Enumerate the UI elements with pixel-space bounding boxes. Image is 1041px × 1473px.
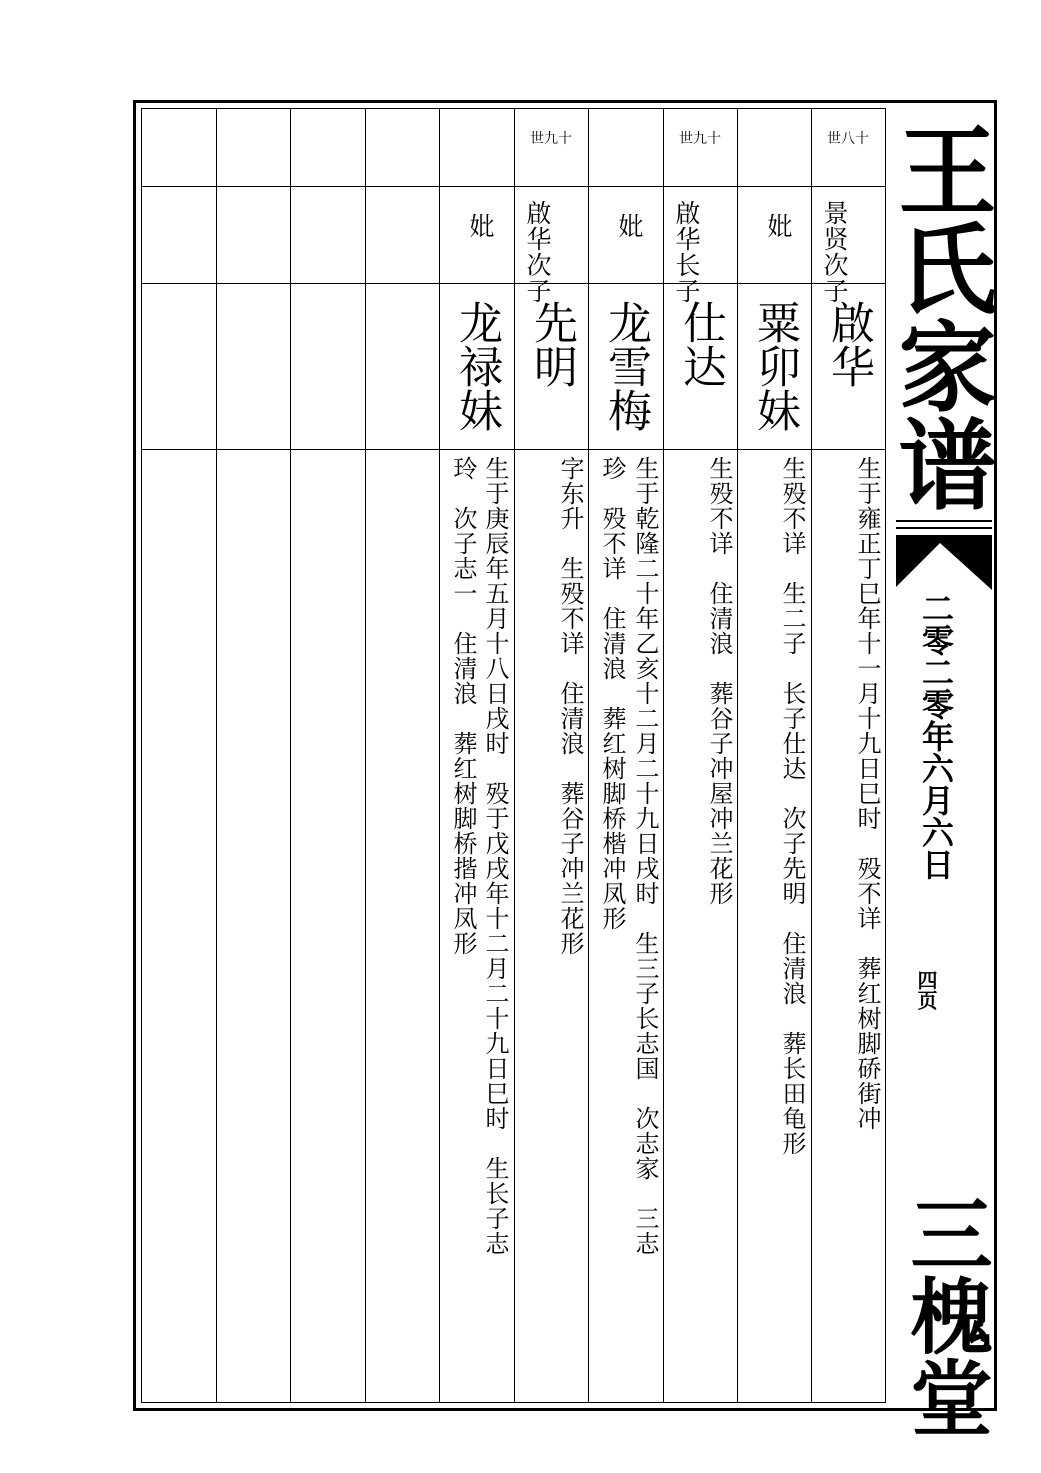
relation-label: 妣 (615, 213, 644, 238)
relation-label: 妣 (466, 213, 495, 238)
person-name: 先明 (526, 300, 577, 388)
row-divider (141, 449, 886, 450)
column-divider (216, 108, 217, 1403)
column-divider (290, 108, 291, 1403)
person-name: 龙禄妹 (451, 300, 502, 432)
column-divider (663, 108, 664, 1403)
biography: 生殁不详 生二子 长子仕达 次子先明 住清浪 葬长田龟形 (778, 456, 806, 1156)
person-name: 啟华 (823, 300, 874, 388)
hall-name: 三槐堂 (897, 1192, 993, 1438)
title-divider (896, 527, 992, 529)
biography: 生于庚辰年五月十八日戌时 殁于戊戌年十二月二十九日巳时 生长子志 (481, 456, 509, 1256)
relation-label: 啟华长子 (672, 200, 701, 304)
column-divider (588, 108, 589, 1403)
generation-label: 世八十 (827, 131, 869, 147)
generation-label: 世九十 (679, 131, 721, 147)
biography: 字东升 生殁不详 住清浪 葬谷子冲兰花形 (556, 456, 584, 956)
column-divider (737, 108, 738, 1403)
column-divider (439, 108, 440, 1403)
title-divider (896, 520, 992, 522)
relation-label: 妣 (764, 213, 793, 238)
person-name: 仕达 (675, 300, 726, 388)
person-name: 粟卯妹 (749, 300, 800, 432)
biography: 生于乾隆二十年乙亥十二月二十九日戌时 生三子长志国 次志家 三志 (631, 456, 659, 1256)
relation-label: 啟华次子 (523, 200, 552, 304)
biography-continued: 玲 次子志一 住清浪 葬红树脚桥揩冲凤形 (449, 456, 477, 956)
relation-label: 景贤次子 (820, 200, 849, 304)
column-divider (365, 108, 366, 1403)
column-divider (811, 108, 812, 1403)
person-name: 龙雪梅 (600, 300, 651, 432)
generation-label: 世九十 (530, 131, 572, 147)
compile-date: 二零二零年六月六日 (917, 592, 955, 880)
biography: 生殁不详 住清浪 葬谷子冲屋冲兰花形 (705, 456, 733, 906)
page-title: 王氏家谱 (882, 120, 997, 512)
row-divider (141, 186, 886, 187)
row-divider (141, 283, 886, 284)
column-divider (514, 108, 515, 1403)
page-number: 四页 (914, 970, 938, 1010)
biography: 生于雍正丁巳年十一月十九日巳时 殁不详 葬红树脚硚街冲 (853, 456, 881, 1131)
decorative-wedge (896, 535, 992, 590)
biography-continued: 珍 殁不详 住清浪 葬红树脚桥楷冲凤形 (598, 456, 626, 931)
